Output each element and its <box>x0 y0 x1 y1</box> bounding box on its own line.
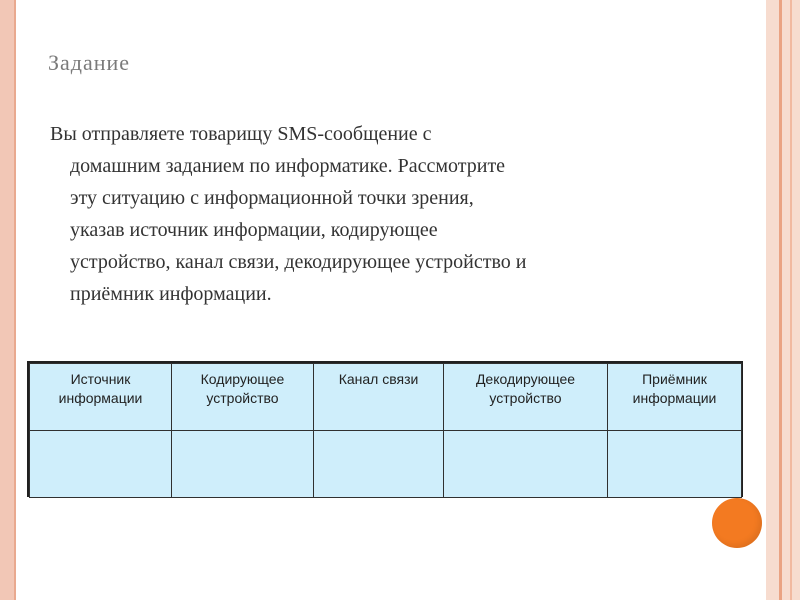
answer-cell-source[interactable] <box>30 431 172 498</box>
task-line: домашним заданием по информатике. Рассмотрите <box>70 155 506 177</box>
task-line: Вы отправляете товарищу SMS-сообщение с <box>50 123 432 145</box>
header-encoder: Кодирующее устройство <box>172 364 314 431</box>
right-frame-line <box>779 0 782 600</box>
header-decoder: Декодирующее устройство <box>444 364 608 431</box>
right-frame-inner-line <box>790 0 792 600</box>
left-frame-line <box>14 0 16 600</box>
orange-circle-icon <box>712 498 762 548</box>
answer-cell-receiver[interactable] <box>608 431 742 498</box>
answer-table <box>27 361 743 497</box>
slide-title: Задание <box>48 50 131 75</box>
answer-table-grid <box>29 363 742 498</box>
answer-cell-decoder[interactable] <box>444 431 608 498</box>
left-frame-border <box>0 0 14 600</box>
answer-cell-channel[interactable] <box>314 431 444 498</box>
task-description <box>50 118 690 310</box>
task-line: устройство, канал связи, декодирующее устройство и <box>70 251 527 273</box>
header-receiver: Приёмник информации <box>608 364 742 431</box>
answer-cell-encoder[interactable] <box>172 431 314 498</box>
table-row <box>30 431 742 498</box>
right-frame-border <box>766 0 800 600</box>
table-header-row <box>30 364 742 431</box>
task-line: приёмник информации. <box>70 283 272 305</box>
task-line: указав источник информации, кодирующее <box>70 219 438 241</box>
task-line: эту ситуацию с информационной точки зрения, <box>70 187 474 209</box>
header-source: Источник информации <box>30 364 172 431</box>
header-channel: Канал связи <box>314 364 444 431</box>
